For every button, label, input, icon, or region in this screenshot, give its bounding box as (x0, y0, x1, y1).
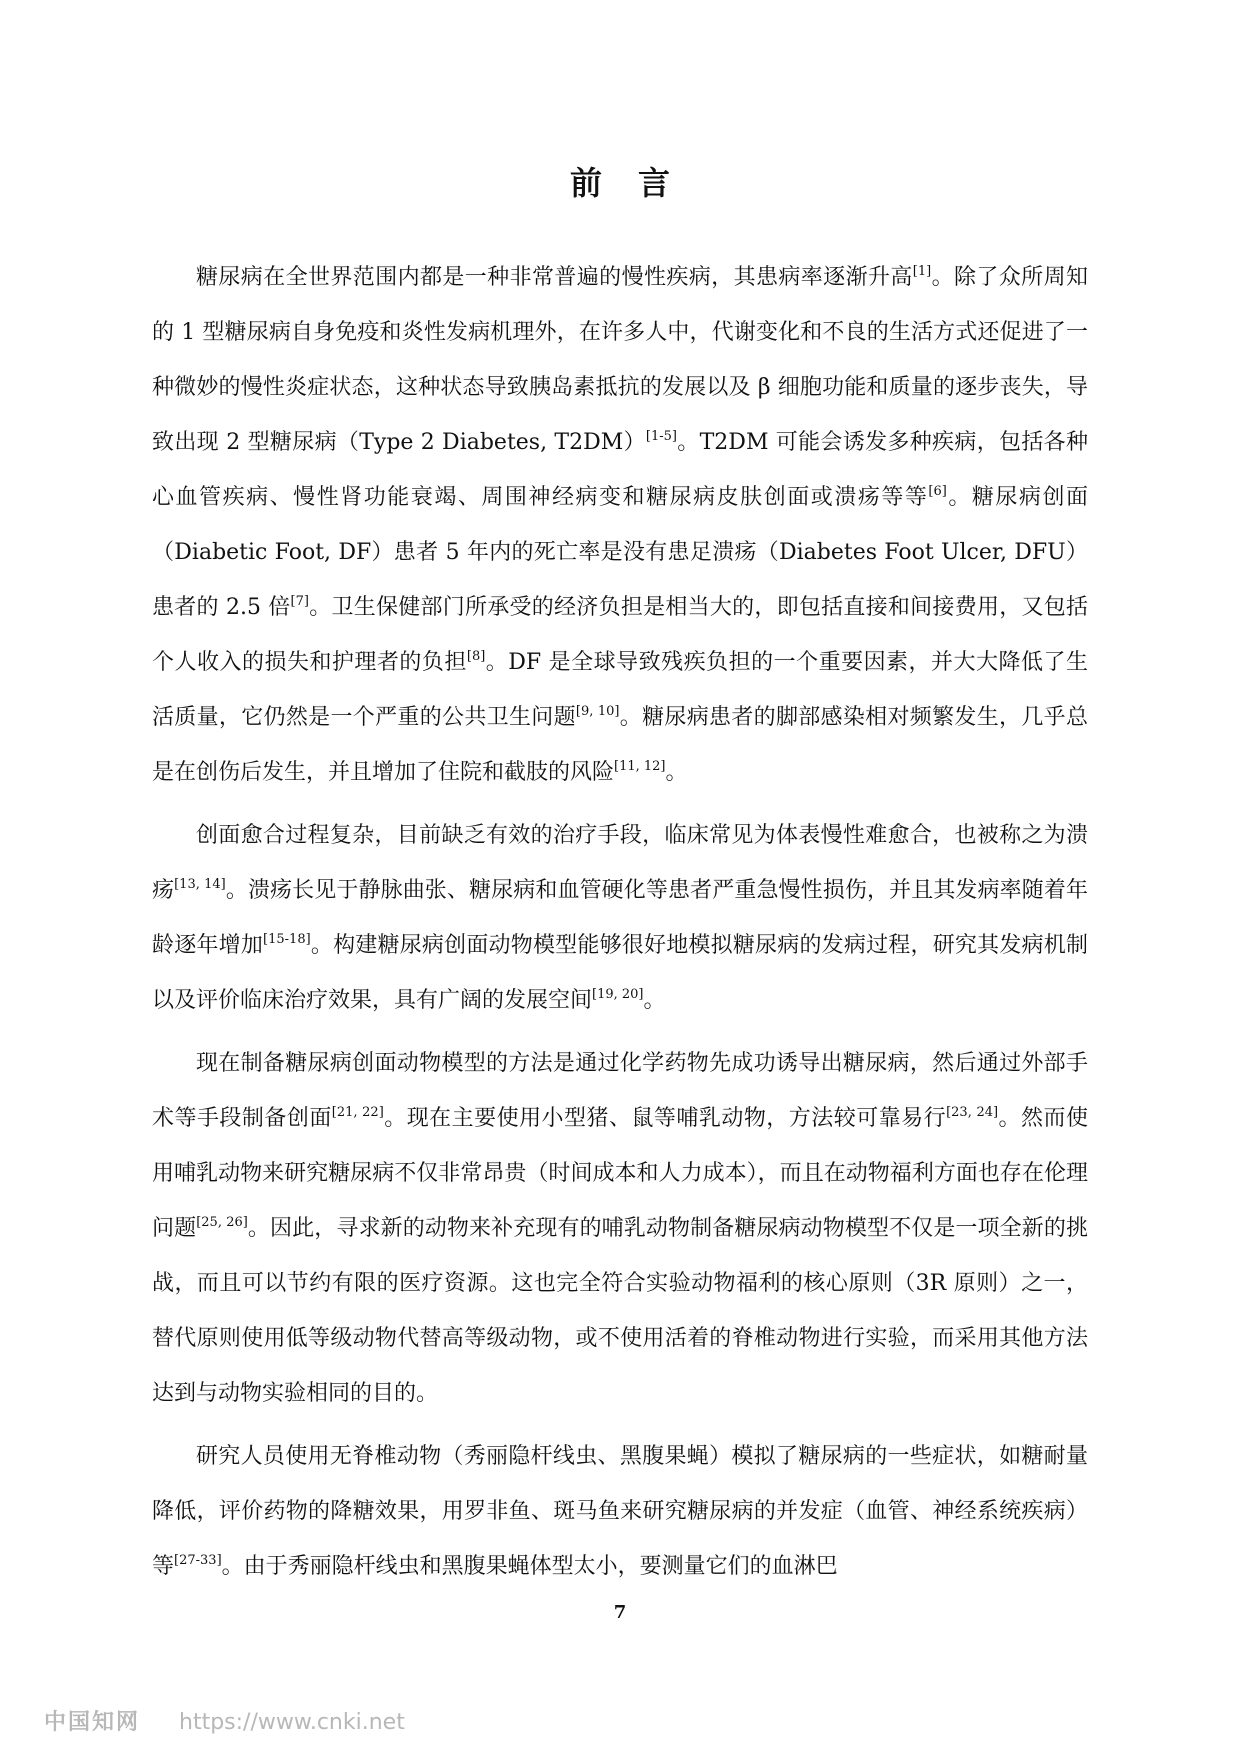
paragraph-text: 。溃疡长见于静脉曲张、糖尿病和血管硬化等患者严重急慢性损伤，并且其发病率随着年龄逐年增加 (152, 878, 1088, 958)
paragraph (152, 1036, 1088, 1421)
paragraph-text: 。由于秀丽隐杆线虫和黑腹果蝇体型太小，要测量它们的血淋巴 (221, 1554, 838, 1579)
citation: [1] (912, 264, 932, 279)
paragraph-text: 创面愈合过程复杂，目前缺乏有效的治疗手段，临床常见为体表慢性难愈合，也被称之为溃疡 (152, 823, 1088, 903)
citation: [8] (466, 649, 486, 664)
paragraph-text: 研究人员使用无脊椎动物（秀丽隐杆线虫、黑腹果蝇）模拟了糖尿病的一些症状，如糖耐量降低，评价药物的降糖效果，用罗非鱼、斑马鱼来研究糖尿病的并发症（血管、神经系统疾病）等 (152, 1444, 1088, 1579)
paragraph-text: 。 (665, 760, 688, 785)
main-text (152, 250, 1088, 1602)
citation: [7] (290, 594, 309, 609)
citation: [19, 20] (592, 987, 644, 1002)
paragraph-text: 。 (643, 988, 666, 1013)
cnki-logo: 中国知网 (44, 1710, 141, 1735)
citation: [6] (928, 484, 947, 499)
paragraph-text: 。现在主要使用小型猪、鼠等哺乳动物，方法较可靠易行 (383, 1106, 947, 1131)
watermark (44, 1705, 405, 1736)
paragraph-text: 。糖尿病创面（Diabetic Foot, DF）患者 5 年内的死亡率是没有患足溃疡（Diabetes Foot Ulcer, DFU）患者的 2.5 倍 (152, 485, 1088, 620)
paragraph-text: 。DF 是全球导致残疾负担的一个重要因素，并大大降低了生活质量，它仍然是一个严重的公共卫生问题 (152, 650, 1088, 730)
paragraph-text: 现在制备糖尿病创面动物模型的方法是通过化学药物先成功诱导出糖尿病，然后通过外部手术等手段制备创面 (152, 1051, 1088, 1131)
citation: [23, 24] (946, 1105, 999, 1120)
paragraph-text: 。除了众所周知的 1 型糖尿病自身免疫和炎性发病机理外，在许多人中，代谢变化和不良的生活方式还促进了一种微妙的慢性炎症状态，这种状态导致胰岛素抵抗的发展以及 β 细胞功能和质量的逐步丧失，导致出现 2 型糖尿病（Type 2 Diabetes, T2DM） (152, 265, 1088, 455)
watermark-url: https://www.cnki.net (179, 1710, 405, 1735)
paragraph-text: 。构建糖尿病创面动物模型能够很好地模拟糖尿病的发病过程，研究其发病机制以及评价临床治疗效果，具有广阔的发展空间 (152, 933, 1088, 1013)
citation: [21, 22] (331, 1105, 384, 1120)
paragraph (152, 808, 1088, 1028)
citation: [1-5] (645, 429, 677, 444)
paragraph (152, 1429, 1088, 1594)
citation: [15-18] (263, 932, 311, 947)
page-title: 前言 (569, 164, 706, 202)
paragraph (152, 250, 1088, 800)
paragraph-text: 。然而使用哺乳动物来研究糖尿病不仅非常昂贵（时间成本和人力成本），而且在动物福利方面也存在伦理问题 (152, 1106, 1088, 1241)
citation: [13, 14] (174, 877, 226, 892)
citation: [9, 10] (575, 704, 620, 719)
citation: [25, 26] (196, 1215, 248, 1230)
paragraph-text: 。因此，寻求新的动物来补充现有的哺乳动物制备糖尿病动物模型不仅是一项全新的挑战，而且可以节约有限的医疗资源。这也完全符合实验动物福利的核心原则（3R 原则）之一，替代原则使用低等级动物代替高等级动物，或不使用活着的脊椎动物进行实验，而采用其他方法达到与动物实验相同的目的。 (152, 1216, 1088, 1406)
page-number: 7 (613, 1602, 627, 1623)
paragraph-text: 。T2DM 可能会诱发多种疾病，包括各种心血管疾病、慢性肾功能衰竭、周围神经病变和糖尿病皮肤创面或溃疡等等 (152, 430, 1088, 510)
citation: [27-33] (174, 1553, 222, 1568)
paragraph-text: 。卫生保健部门所承受的经济负担是相当大的，即包括直接和间接费用，又包括个人收入的损失和护理者的负担 (152, 595, 1088, 675)
paragraph-text: 糖尿病在全世界范围内都是一种非常普遍的慢性疾病，其患病率逐渐升高 (196, 265, 913, 290)
paragraph-text: 。糖尿病患者的脚部感染相对频繁发生，几乎总是在创伤后发生，并且增加了住院和截肢的风险 (152, 705, 1088, 785)
citation: [11, 12] (614, 759, 666, 774)
